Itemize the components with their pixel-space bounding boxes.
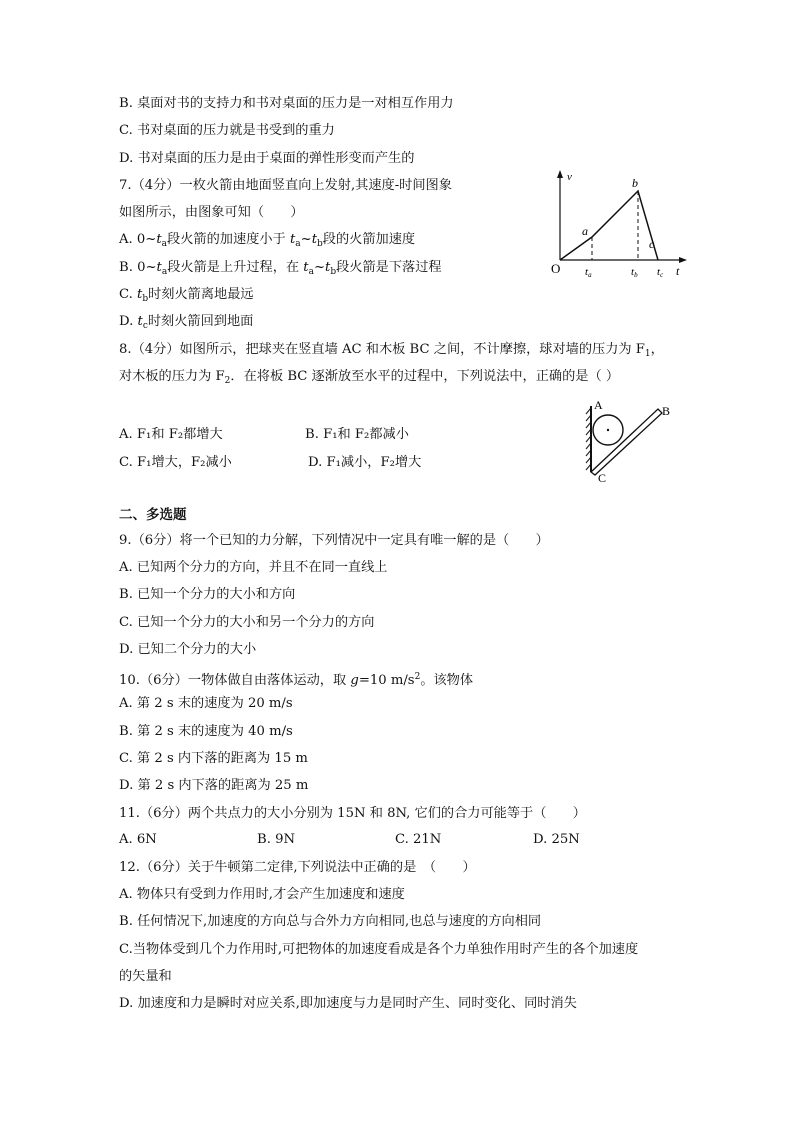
t-axis-arrow (679, 257, 687, 263)
q9-option-d: D. 已知二个分力的大小 (119, 642, 257, 657)
label-t: t (676, 264, 680, 278)
q12-option-c-line1: C.当物体受到几个力作用时,可把物体的加速度看成是各个力单独作用时产生的各个加速度 (119, 942, 639, 957)
ball-wall-board-diagram (578, 396, 678, 488)
q8-stem-line2: 对木板的压力为 $F_2$．在将板 BC 逐渐放至水平的过程中，下列说法中，正确的是（ ） (119, 369, 620, 386)
v-axis-arrow (557, 170, 563, 178)
q11-option-a: A. 6N (119, 832, 157, 847)
q12-option-a: A. 物体只有受到力作用时,才会产生加速度和速度 (119, 887, 405, 902)
q9-option-a: A. 已知两个分力的方向，并且不在同一直线上 (119, 560, 388, 575)
velocity-curve (560, 191, 658, 260)
q12-option-c-line2: 的矢量和 (119, 969, 172, 984)
q11-option-b: B. 9N (257, 832, 296, 847)
q7-option-d: D. $t_c$时刻火箭回到地面 (119, 314, 254, 331)
q11-option-c: C. 21N (395, 832, 442, 847)
label-b: b (632, 176, 638, 190)
label-a: a (582, 224, 588, 238)
q7-option-a: A. $0\sim t_a$段火箭的加速度小于 $t_a\sim t_b$段的火箭加速度 (119, 232, 416, 249)
label-tb: tb (631, 266, 638, 279)
q7-stem-line1: 7.（4分）一枚火箭由地面竖直向上发射,其速度-时间图象 (119, 178, 452, 193)
q9-option-c: C. 已知一个分力的大小和另一个分力的方向 (119, 615, 375, 630)
q7-option-b: B. $0\sim t_a$段火箭是上升过程，在 $t_a\sim t_b$段火箭是下落过程 (119, 260, 442, 277)
q12-option-d: D. 加速度和力是瞬时对应关系,即加速度与力是同时产生、同时变化、同时消失 (119, 996, 577, 1011)
label-board-b: B (662, 404, 671, 418)
q10-stem: 10.（6分）一物体做自由落体运动，取 g=10 $m/s^2$。该物体 (119, 672, 474, 688)
ball-center (607, 429, 609, 431)
q11-option-d: D. 25N (533, 832, 580, 847)
q12-option-b: B. 任何情况下,加速度的方向总与合外力方向相同,也总与速度的方向相同 (119, 914, 542, 929)
q9-stem: 9.（6分）将一个已知的力分解，下列情况中一定具有唯一解的是（ ） (119, 533, 549, 548)
q8-option-c: C. F₁增大，F₂减小 (119, 455, 232, 470)
q9-option-b: B. 已知一个分力的大小和方向 (119, 587, 296, 602)
label-origin: O (551, 261, 561, 276)
q10-option-d: D. 第 2 s 内下落的距离为 25 m (119, 778, 309, 793)
q6-option-b: B. 桌面对书的支持力和书对桌面的压力是一对相互作用力 (119, 96, 454, 111)
q6-option-d: D. 书对桌面的压力是由于桌面的弹性形变而产生的 (119, 151, 415, 166)
q8-option-a: A. F₁和 F₂都增大 (119, 427, 223, 442)
q10-option-b: B. 第 2 s 末的速度为 40 m/s (119, 724, 293, 739)
q8-stem-line1: 8.（4分）如图所示，把球夹在竖直墙 AC 和木板 BC 之间，不计摩擦，球对墙的压力为 $F_1$， (119, 342, 664, 359)
label-v: v (567, 171, 572, 183)
q11-stem: 11.（6分）两个共点力的大小分别为 15N 和 8N, 它们的合力可能等于（ ） (119, 806, 586, 821)
label-ta: ta (585, 266, 592, 279)
q8-option-b: B. F₁和 F₂都减小 (305, 427, 409, 442)
board-bc (591, 409, 662, 475)
q7-option-c: C. $t_b$时刻火箭离地最远 (119, 287, 254, 304)
section-heading-multiple-choice: 二、多选题 (119, 507, 187, 523)
q7-stem-line2: 如图所示，由图象可知（ ） (119, 205, 304, 220)
q12-stem: 12.（6分）关于牛顿第二定律,下列说法中正确的是 （ ） (119, 860, 476, 875)
label-tc: tc (657, 266, 664, 279)
q10-option-c: C. 第 2 s 内下落的距离为 15 m (119, 751, 308, 766)
q6-option-c: C. 书对桌面的压力就是书受到的重力 (119, 123, 335, 138)
label-c: c (649, 237, 655, 251)
q10-option-a: A. 第 2 s 末的速度为 20 m/s (119, 696, 293, 711)
q8-option-d: D. F₁减小，F₂增大 (308, 455, 422, 470)
label-corner-c: C (598, 471, 607, 485)
velocity-time-graph (540, 165, 700, 280)
label-wall-a: A (594, 398, 603, 412)
